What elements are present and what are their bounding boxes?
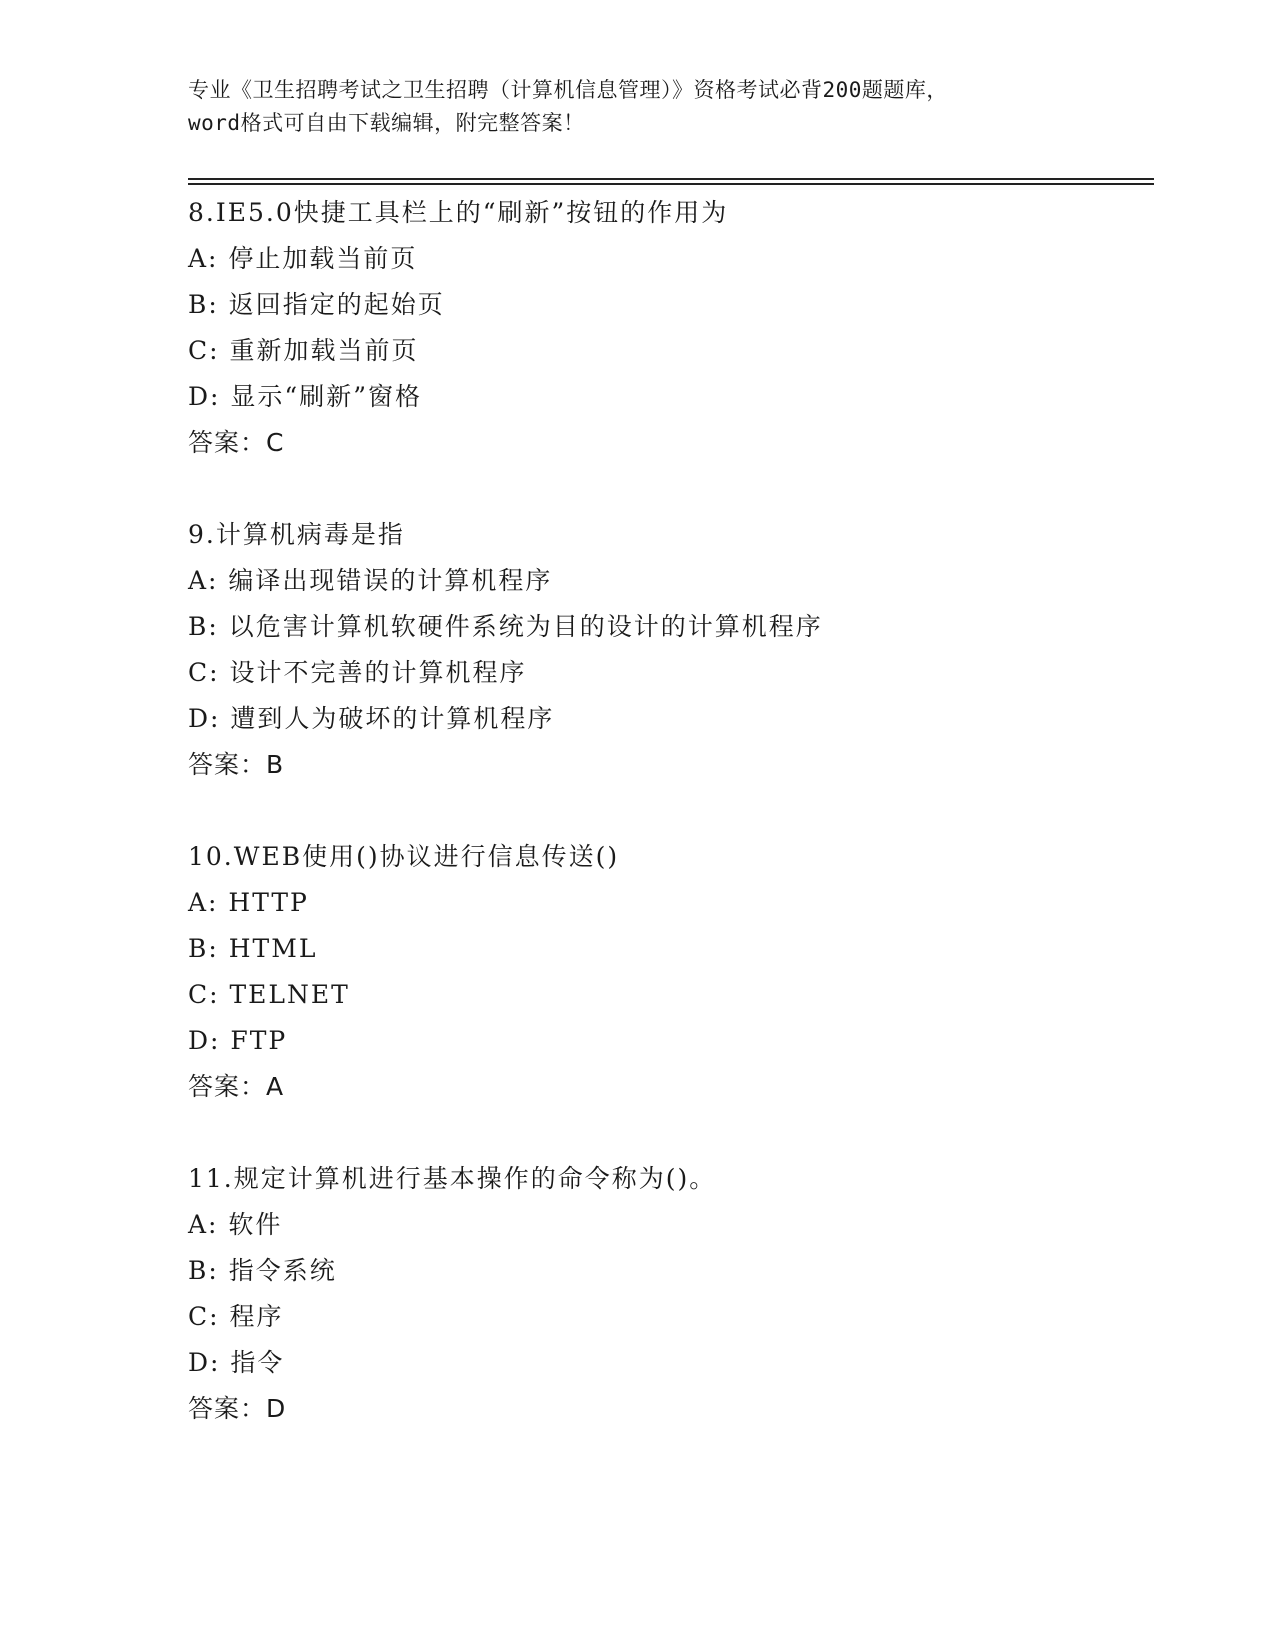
question-10: [188, 834, 1148, 1110]
option-c: C: 重新加载当前页: [188, 336, 419, 365]
answer-label: 答案：A: [188, 1072, 285, 1101]
option-a: A: 编译出现错误的计算机程序: [188, 566, 553, 595]
option-a: A: 软件: [188, 1210, 283, 1239]
option-d: D: FTP: [188, 1026, 288, 1055]
option-a: A: 停止加载当前页: [188, 244, 418, 273]
option-c: C: TELNET: [188, 980, 350, 1009]
option-b: B: 以危害计算机软硬件系统为目的设计的计算机程序: [188, 612, 823, 641]
document-header: [188, 74, 1088, 140]
option-a: A: HTTP: [188, 888, 309, 917]
option-d: D: 遭到人为破坏的计算机程序: [188, 704, 555, 733]
option-c: C: 程序: [188, 1302, 284, 1331]
option-d: D: 指令: [188, 1348, 285, 1377]
option-b: B: 返回指定的起始页: [188, 290, 445, 319]
header-divider-bottom: [188, 183, 1154, 185]
question-8: [188, 190, 1148, 466]
header-line-1: 专业《卫生招聘考试之卫生招聘（计算机信息管理）》资格考试必背200题题库，: [188, 78, 948, 102]
option-c: C: 设计不完善的计算机程序: [188, 658, 527, 687]
option-b: B: 指令系统: [188, 1256, 337, 1285]
question-stem: 8.IE5.0快捷工具栏上的“刷新”按钮的作用为: [188, 198, 729, 227]
question-list: [188, 190, 1148, 1478]
question-11: [188, 1156, 1148, 1432]
header-line-2: word格式可自由下载编辑，附完整答案！: [188, 111, 585, 135]
answer-label: 答案：B: [188, 750, 285, 779]
answer-label: 答案：D: [188, 1394, 287, 1423]
question-9: [188, 512, 1148, 788]
option-b: B: HTML: [188, 934, 318, 963]
header-divider-top: [188, 178, 1154, 180]
question-stem: 11.规定计算机进行基本操作的命令称为()。: [188, 1164, 717, 1193]
option-d: D: 显示“刷新”窗格: [188, 382, 422, 411]
question-stem: 9.计算机病毒是指: [188, 520, 405, 549]
question-stem: 10.WEB使用()协议进行信息传送(): [188, 842, 620, 871]
answer-label: 答案：C: [188, 428, 285, 457]
